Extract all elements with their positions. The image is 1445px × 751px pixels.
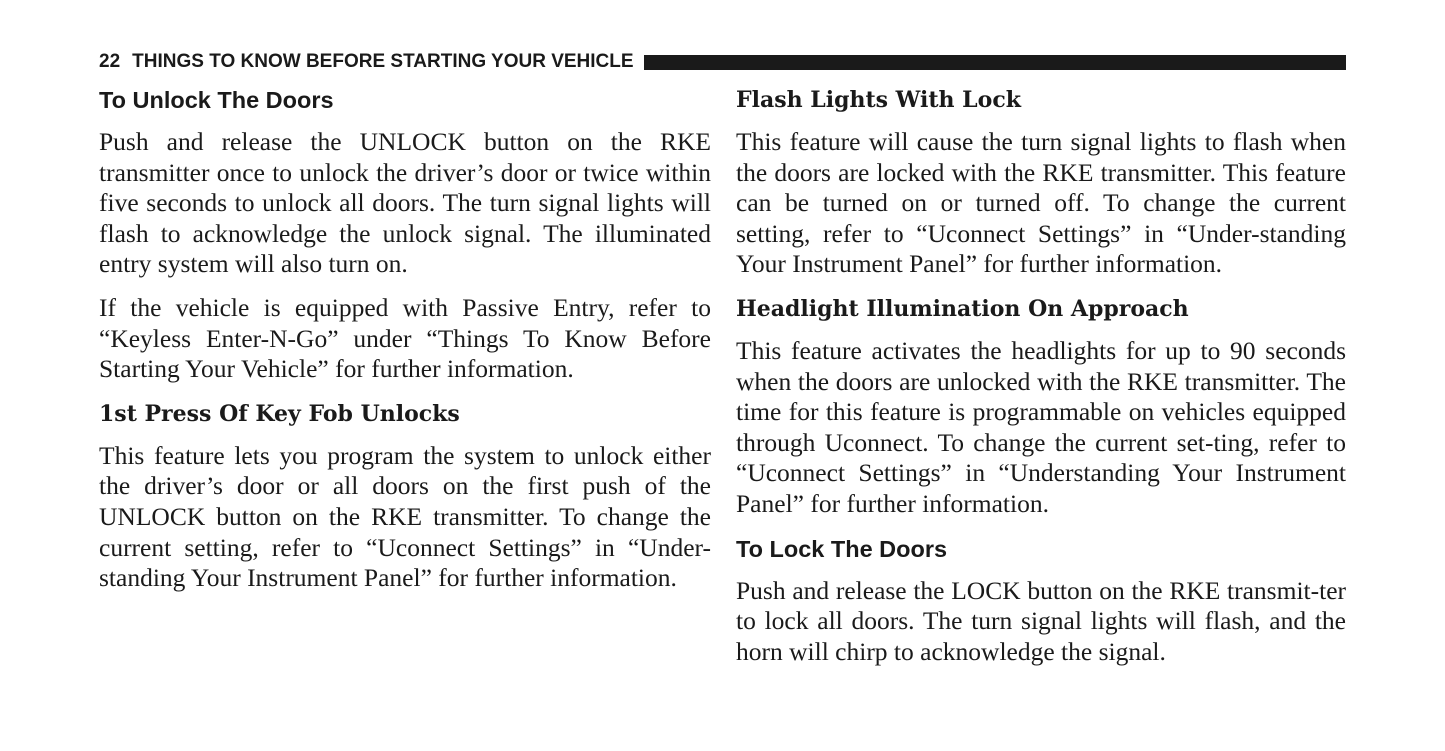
page-number: 22 <box>99 51 121 72</box>
unlock-doors-paragraph: Push and release the UNLOCK button on the RKE transmitter once to unlock the driver’s door or twice within five seconds to unlock all doors. The turn signal lights will flash to acknowledge the unlock signal. The illuminated entry system will also turn on. <box>99 127 711 279</box>
lock-doors-heading: To Lock The Doors <box>736 535 948 562</box>
headlight-illumination-paragraph: This feature activates the headlights for up to 90 seconds when the doors are unlocked with the RKE transmitter. The time for this feature is programmable on vehicles equipped through Uconnect. To change the current set-ting, refer to “Uconnect Settings” in “Understanding Your Instrument Panel” for further information. <box>736 335 1346 518</box>
headlight-illumination-heading: Headlight Illumination On Approach <box>736 295 1189 322</box>
lock-doors-paragraph: Push and release the LOCK button on the RKE transmit-ter to lock all doors. The turn signal lights will flash, and the horn will chirp to acknowledge the signal. <box>736 575 1346 666</box>
left-column <box>99 84 711 607</box>
header-rule <box>644 55 1346 70</box>
first-press-heading: 1st Press Of Key Fob Unlocks <box>99 400 460 427</box>
right-column <box>736 84 1346 680</box>
page-header <box>99 50 1346 74</box>
unlock-doors-heading: To Unlock The Doors <box>99 87 334 113</box>
chapter-title: THINGS TO KNOW BEFORE STARTING YOUR VEHICLE <box>132 51 634 72</box>
passive-entry-paragraph: If the vehicle is equipped with Passive Entry, refer to “Keyless Enter-N-Go” under “Things To Know Before Starting Your Vehicle” for further information. <box>99 292 711 384</box>
first-press-paragraph: This feature lets you program the system to unlock either the driver’s door or all doors on the first push of the UNLOCK button on the RKE transmitter. To change the current setting, refer to “Uconnect Settings” in “Under-standing Your Instrument Panel” for further information. <box>99 440 711 593</box>
flash-lights-paragraph: This feature will cause the turn signal lights to flash when the doors are locked with the RKE transmitter. This feature can be turned on or turned off. To change the current setting, refer to “Uconnect Settings” in “Under-standing Your Instrument Panel” for further information. <box>736 127 1346 279</box>
flash-lights-heading: Flash Lights With Lock <box>736 87 1021 113</box>
